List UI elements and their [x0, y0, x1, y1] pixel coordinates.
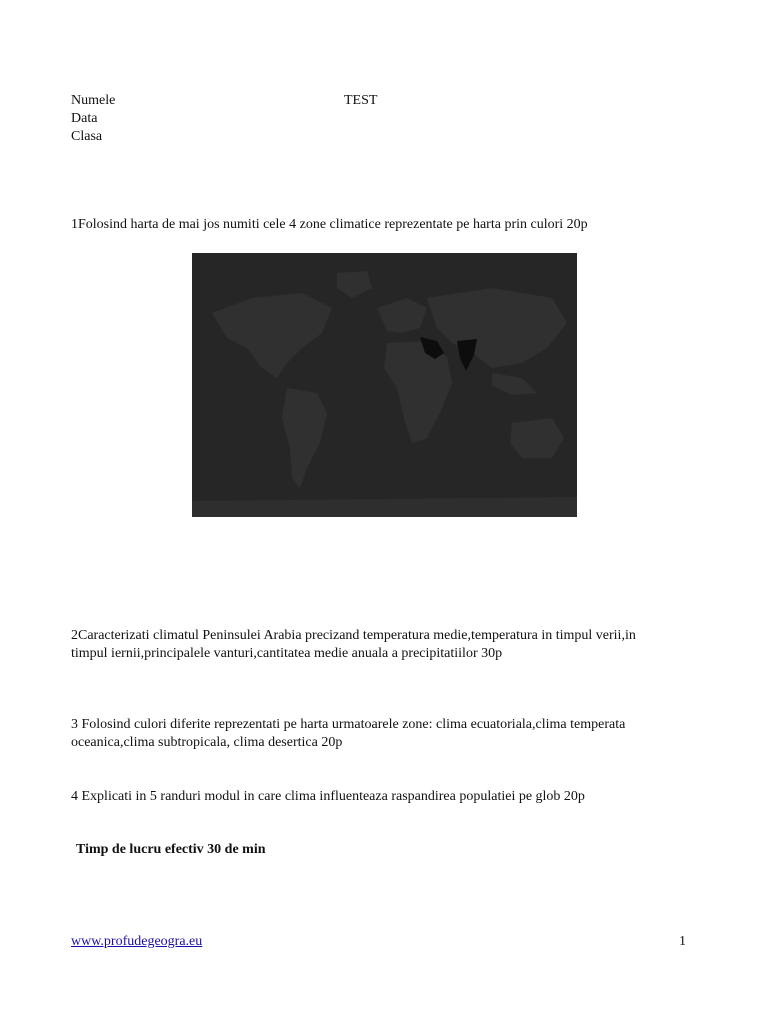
world-map-image [192, 253, 577, 517]
work-time: Timp de lucru efectiv 30 de min [76, 842, 266, 857]
question-2-line-2: timpul iernii,principalele vanturi,cantitatea medie anuala a precipitatiilor 30p [71, 646, 503, 661]
question-4: 4 Explicati in 5 randuri modul in care clima influenteaza raspandirea populatiei pe glob 20p [71, 789, 585, 804]
page-number: 1 [679, 934, 686, 949]
world-map-icon [192, 253, 577, 517]
question-2-line-1: 2Caracterizati climatul Peninsulei Arabia precizand temperatura medie,temperatura in timpul verii,in [71, 628, 636, 643]
class-label: Clasa [71, 129, 103, 144]
question-1: 1Folosind harta de mai jos numiti cele 4 zone climatice reprezentate pe harta prin culori 20p [71, 217, 588, 232]
name-label: Numele [71, 93, 116, 108]
footer-website-link[interactable]: www.profudegeogra.eu [71, 934, 203, 949]
test-title: TEST [344, 93, 378, 108]
date-label: Data [71, 111, 98, 126]
question-3-line-2: oceanica,clima subtropicala, clima desertica 20p [71, 735, 343, 750]
question-3-line-1: 3 Folosind culori diferite reprezentati pe harta urmatoarele zone: clima ecuatoriala,clima temperata [71, 717, 626, 732]
